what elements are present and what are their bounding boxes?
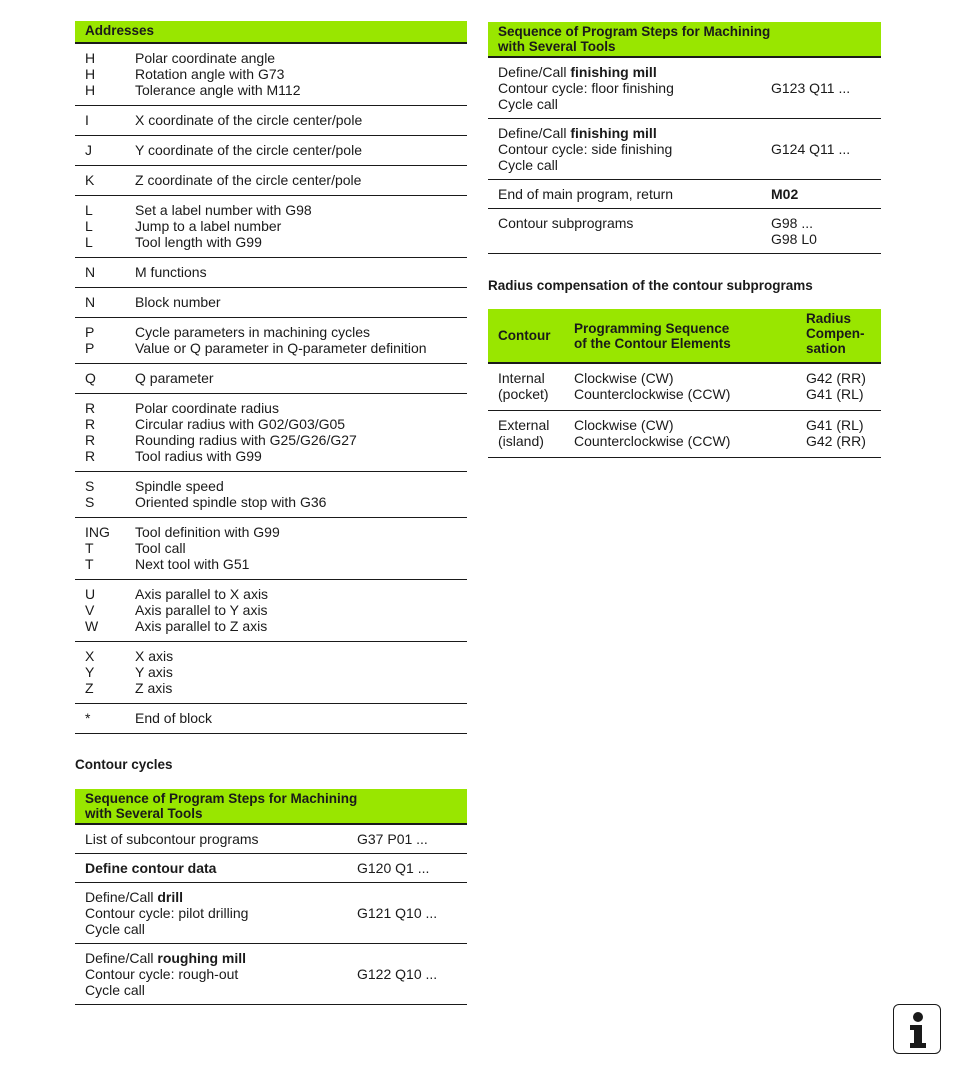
- step-prefix: Define/Call: [498, 64, 571, 80]
- address-key: J: [85, 142, 92, 158]
- address-line: [75, 66, 467, 82]
- address-description: Tool radius with G99: [135, 448, 262, 464]
- step-code: G98 ...: [771, 215, 814, 231]
- table-row: [75, 825, 467, 854]
- address-description: M functions: [135, 264, 207, 280]
- address-line: [75, 680, 467, 696]
- address-line: [75, 416, 467, 432]
- header-line: Programming Sequence: [574, 320, 730, 336]
- address-description: Q parameter: [135, 370, 214, 386]
- address-key: R: [85, 432, 96, 448]
- address-line: [75, 618, 467, 634]
- step-line: Contour cycle: floor finishing: [498, 80, 674, 96]
- address-description: Z axis: [135, 680, 173, 696]
- address-line: [75, 50, 467, 66]
- col-header-compensation: [806, 311, 881, 360]
- step-text: Define contour data: [85, 860, 217, 876]
- table-row: [488, 119, 881, 180]
- address-key: K: [85, 172, 95, 188]
- address-line: [75, 524, 467, 540]
- address-description: Block number: [135, 294, 221, 310]
- cell-line: G41 (RL): [806, 386, 864, 402]
- address-line: [75, 478, 467, 494]
- table-row: [75, 704, 467, 734]
- cell-line: Counterclockwise (CCW): [574, 386, 731, 402]
- table-row: [75, 394, 467, 472]
- contour-cycles-title: Contour cycles: [75, 757, 173, 772]
- address-description: Rotation angle with G73: [135, 66, 285, 82]
- address-key: H: [85, 66, 96, 82]
- table-row: [75, 288, 467, 318]
- address-description: Tool definition with G99: [135, 524, 280, 540]
- address-description: Axis parallel to X axis: [135, 586, 269, 602]
- step-line: Contour cycle: pilot drilling: [85, 905, 249, 921]
- address-line: [75, 294, 467, 310]
- address-description: X coordinate of the circle center/pole: [135, 112, 363, 128]
- address-line: [75, 540, 467, 556]
- step-line: Cycle call: [85, 921, 145, 937]
- address-key: S: [85, 494, 95, 510]
- address-description: Tool length with G99: [135, 234, 262, 250]
- cell-line: Internal: [498, 370, 545, 386]
- step-code: G124 Q11 ...: [771, 141, 851, 157]
- address-description: Tool call: [135, 540, 186, 556]
- table-row: [75, 318, 467, 364]
- address-key: L: [85, 234, 93, 250]
- step-code: G121 Q10 ...: [357, 905, 438, 921]
- header-line: Radius: [806, 311, 852, 326]
- table-row: [75, 944, 467, 1005]
- step-line: Cycle call: [85, 982, 145, 998]
- address-key: H: [85, 82, 96, 98]
- tool-name: roughing mill: [157, 950, 247, 966]
- step-text: List of subcontour programs: [85, 831, 259, 847]
- col-header-contour: Contour: [498, 328, 551, 343]
- step-code: G37 P01 ...: [357, 831, 428, 847]
- step-code: G122 Q10 ...: [357, 966, 438, 982]
- addresses-table: [75, 21, 467, 734]
- address-description: Next tool with G51: [135, 556, 250, 572]
- address-description: Value or Q parameter in Q-parameter definition: [135, 340, 427, 356]
- col-header-sequence: [574, 321, 806, 351]
- step-code: G98 L0: [771, 231, 817, 247]
- address-key: N: [85, 294, 96, 310]
- address-key: S: [85, 478, 95, 494]
- header-line: sation: [806, 341, 846, 356]
- cell-line: Clockwise (CW): [574, 370, 674, 386]
- address-line: [75, 234, 467, 250]
- address-description: Tolerance angle with M112: [135, 82, 301, 98]
- address-key: X: [85, 648, 95, 664]
- sequence-cell: [574, 417, 806, 449]
- address-description: Y coordinate of the circle center/pole: [135, 142, 362, 158]
- cell-line: G42 (RR): [806, 433, 866, 449]
- address-key: T: [85, 556, 94, 572]
- address-key: U: [85, 586, 96, 602]
- header-line: with Several Tools: [498, 39, 616, 54]
- address-line: [75, 218, 467, 234]
- step-text: Contour subprograms: [498, 215, 634, 231]
- radius-comp-title: Radius compensation of the contour subprograms: [488, 278, 813, 293]
- table-row: [488, 58, 881, 119]
- table-row: [488, 411, 881, 458]
- address-key: R: [85, 400, 96, 416]
- table-row: [75, 196, 467, 258]
- step-code: G123 Q11 ...: [771, 80, 851, 96]
- table-row: [488, 180, 881, 209]
- address-key: P: [85, 340, 95, 356]
- table-row: [75, 518, 467, 580]
- address-key: H: [85, 50, 96, 66]
- address-description: X axis: [135, 648, 174, 664]
- step-prefix: Define/Call: [498, 125, 571, 141]
- address-line: [75, 340, 467, 356]
- address-line: [75, 264, 467, 280]
- step-line: Contour cycle: rough-out: [85, 966, 239, 982]
- address-key: Q: [85, 370, 96, 386]
- step-line: Cycle call: [498, 157, 558, 173]
- table-row: [75, 106, 467, 136]
- info-icon: [893, 1004, 941, 1054]
- address-key: L: [85, 202, 93, 218]
- header-line: Sequence of Program Steps for Machining: [85, 791, 358, 806]
- addresses-body: [75, 44, 467, 734]
- address-description: Jump to a label number: [135, 218, 282, 234]
- address-description: Rounding radius with G25/G26/G27: [135, 432, 357, 448]
- table-row: [75, 580, 467, 642]
- address-key: W: [85, 618, 99, 634]
- header-line: with Several Tools: [85, 806, 203, 821]
- header-line: Compen-: [806, 326, 865, 341]
- address-description: Circular radius with G02/G03/G05: [135, 416, 346, 432]
- table-row: [75, 883, 467, 944]
- step-code: G120 Q1 ...: [357, 860, 430, 876]
- table-row: [75, 642, 467, 704]
- address-line: [75, 556, 467, 572]
- address-description: Cycle parameters in machining cycles: [135, 324, 370, 340]
- address-line: [75, 112, 467, 128]
- address-line: [75, 648, 467, 664]
- address-key: R: [85, 448, 96, 464]
- address-description: Z coordinate of the circle center/pole: [135, 172, 362, 188]
- address-key: I: [85, 112, 89, 128]
- cell-line: External: [498, 417, 550, 433]
- address-description: Set a label number with G98: [135, 202, 312, 218]
- header-line: of the Contour Elements: [574, 335, 731, 351]
- cell-line: Clockwise (CW): [574, 417, 674, 433]
- address-key: Z: [85, 680, 94, 696]
- address-description: Spindle speed: [135, 478, 224, 494]
- address-description: End of block: [135, 710, 213, 726]
- table-row: [75, 364, 467, 394]
- address-line: [75, 324, 467, 340]
- tool-name: finishing mill: [570, 125, 657, 141]
- address-line: [75, 202, 467, 218]
- tool-name: drill: [157, 889, 184, 905]
- table-row: [75, 44, 467, 106]
- contour-cell: [498, 417, 574, 449]
- address-key: P: [85, 324, 95, 340]
- sequence-table-1: [75, 789, 467, 1005]
- address-line: [75, 664, 467, 680]
- address-line: [75, 172, 467, 188]
- address-line: [75, 142, 467, 158]
- table-row: [488, 209, 881, 254]
- address-key: T: [85, 540, 94, 556]
- address-line: [75, 586, 467, 602]
- address-key: Y: [85, 664, 95, 680]
- address-line: [75, 448, 467, 464]
- cell-line: (island): [498, 433, 544, 449]
- address-line: [75, 82, 467, 98]
- radius-comp-header: [488, 309, 881, 362]
- address-line: [75, 432, 467, 448]
- radius-comp-body: [488, 364, 881, 458]
- address-line: [75, 710, 467, 726]
- address-description: Axis parallel to Z axis: [135, 618, 268, 634]
- address-key: N: [85, 264, 96, 280]
- radius-comp-table: [488, 309, 881, 458]
- cell-line: G42 (RR): [806, 370, 866, 386]
- address-key: R: [85, 416, 96, 432]
- contour-cell: [498, 370, 574, 402]
- address-description: Oriented spindle stop with G36: [135, 494, 327, 510]
- table-row: [75, 258, 467, 288]
- step-line: Cycle call: [498, 96, 558, 112]
- step-code: M02: [771, 186, 799, 202]
- compensation-cell: [806, 370, 881, 402]
- address-key: V: [85, 602, 95, 618]
- address-line: [75, 602, 467, 618]
- table-row: [75, 854, 467, 883]
- compensation-cell: [806, 417, 881, 449]
- address-key: ING: [85, 524, 110, 540]
- address-key: L: [85, 218, 93, 234]
- cell-line: G41 (RL): [806, 417, 864, 433]
- address-description: Polar coordinate angle: [135, 50, 276, 66]
- addresses-header: Addresses: [75, 21, 467, 44]
- sequence-table-2-header: [488, 22, 881, 58]
- step-line: Contour cycle: side finishing: [498, 141, 673, 157]
- table-row: [75, 472, 467, 518]
- step-prefix: Define/Call: [85, 950, 158, 966]
- step-prefix: Define/Call: [85, 889, 158, 905]
- header-line: Sequence of Program Steps for Machining: [498, 24, 771, 39]
- address-description: Y axis: [135, 664, 173, 680]
- step-text: End of main program, return: [498, 186, 674, 202]
- cell-line: (pocket): [498, 386, 549, 402]
- address-line: [75, 400, 467, 416]
- address-description: Polar coordinate radius: [135, 400, 279, 416]
- address-description: Axis parallel to Y axis: [135, 602, 268, 618]
- address-line: [75, 370, 467, 386]
- sequence-cell: [574, 370, 806, 402]
- sequence-table-1-header: [75, 789, 467, 825]
- table-row: [488, 364, 881, 411]
- table-row: [75, 166, 467, 196]
- table-row: [75, 136, 467, 166]
- tool-name: finishing mill: [570, 64, 657, 80]
- cell-line: Counterclockwise (CCW): [574, 433, 731, 449]
- address-key: *: [85, 710, 91, 726]
- address-line: [75, 494, 467, 510]
- sequence-table-2: [488, 22, 881, 254]
